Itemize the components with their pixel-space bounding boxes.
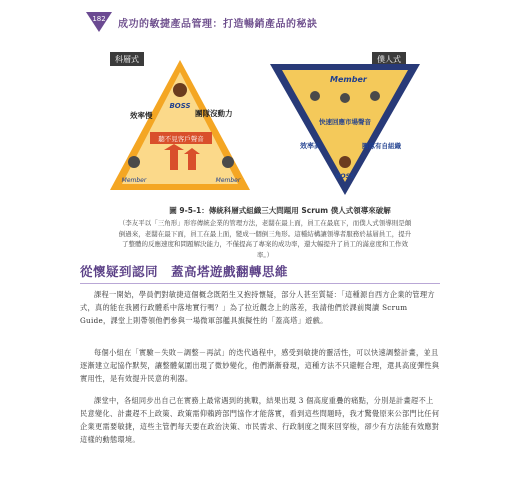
body-paragraph: 課程一開始，學員們對敏捷這個概念既陌生又抱持懷疑，部分人甚至質疑：「這種源自西方企業的管理方式，真的能在我國行政體系中落地實行嗎？」為了拉近觀念上的落差，我請他們於課前閱讀 Scrum Guide，課堂上則帶領他們參與一場微軍部艦具旗擬性的「蓋高塔」遊戲。 (80, 290, 435, 325)
page-header (86, 12, 318, 32)
member-avatar-icon (128, 156, 140, 168)
right-tag: 僕人式 (377, 55, 401, 64)
right-boss-label: BOSS (335, 172, 355, 180)
figure-note: （李友平以「三角形」形容傳統企業的管理方法，老闆在最上面，員工在最底下，而僕人式領導則是顛倒過來，老闆在最下面，員工在最上面，變成一個倒三角形。這種結構讓領導者服務於基層員工，提升了整體的反應速度和問題解決能力，不僅提高了專案的成功率，還大幅提升了員工的滿意度和工作效率。） (118, 219, 412, 259)
boss-avatar-icon (173, 83, 187, 97)
member-avatar-icon (310, 91, 320, 101)
left-label-noclient: 聽不見客戶聲音 (158, 135, 204, 143)
boss-avatar-icon (339, 156, 351, 168)
org-structure-figure (100, 50, 430, 200)
member-avatar-icon (222, 156, 234, 168)
right-label-selforg: 團隊有自組織 (362, 142, 401, 150)
page-number: 182 (92, 15, 106, 23)
left-label-nomotivation: 團隊沒動力 (195, 109, 233, 118)
body-paragraph: 每個小組在「實驗－失敗－調整－再試」的迭代過程中，感受到敏捷的靈活性，可以快速調整計畫，並且逐漸建立起協作默契，讓整體氣圍出現了微妙變化，他們漸漸發現，這種方法不只避輕合理，還具高度彈性與實用性，是有效提升民意的利器。 (80, 348, 440, 383)
member-avatar-icon (370, 91, 380, 101)
section-divider (80, 283, 440, 284)
left-label-slow: 效率慢 (130, 111, 153, 120)
right-label-fast: 快速回應市場聲音 (319, 118, 371, 126)
left-boss-label: BOSS (169, 102, 191, 110)
member-avatar-icon (340, 93, 350, 103)
left-member-label: Member (215, 177, 241, 184)
section-title: 從懷疑到認同 蓋高塔遊戲翻轉思維 (80, 264, 289, 279)
left-tag: 科層式 (115, 55, 139, 64)
figure-caption: 圖 9-5-1：傳統科層式組織三大問題用 Scrum 僕人式領導來破解 (169, 206, 391, 215)
body-paragraph: 課堂中，各組同步出自己在實務上最常遇到的挑戰，結果出現 3 個高度重疊的痛點，分別是計畫趕不上民意變化、計畫趕不上政策、政策需仰賴跨部門協作才能落實，看到這些問題時，我才驚覺原來公部門比任何企業更需要敏捷，這些主管們每天要在政治決策、市民需求、行政制度之間來回穿梭，卻少有方法能有效應對這樣的動態環境。 (80, 396, 440, 444)
left-member-label: Member (121, 177, 147, 184)
right-member-label: Member (330, 75, 367, 84)
page-number-badge (86, 12, 112, 32)
chapter-title: 成功的敏捷產品管理：打造暢銷產品的秘訣 (118, 18, 318, 30)
right-label-efficient: 效率高 (300, 142, 321, 150)
